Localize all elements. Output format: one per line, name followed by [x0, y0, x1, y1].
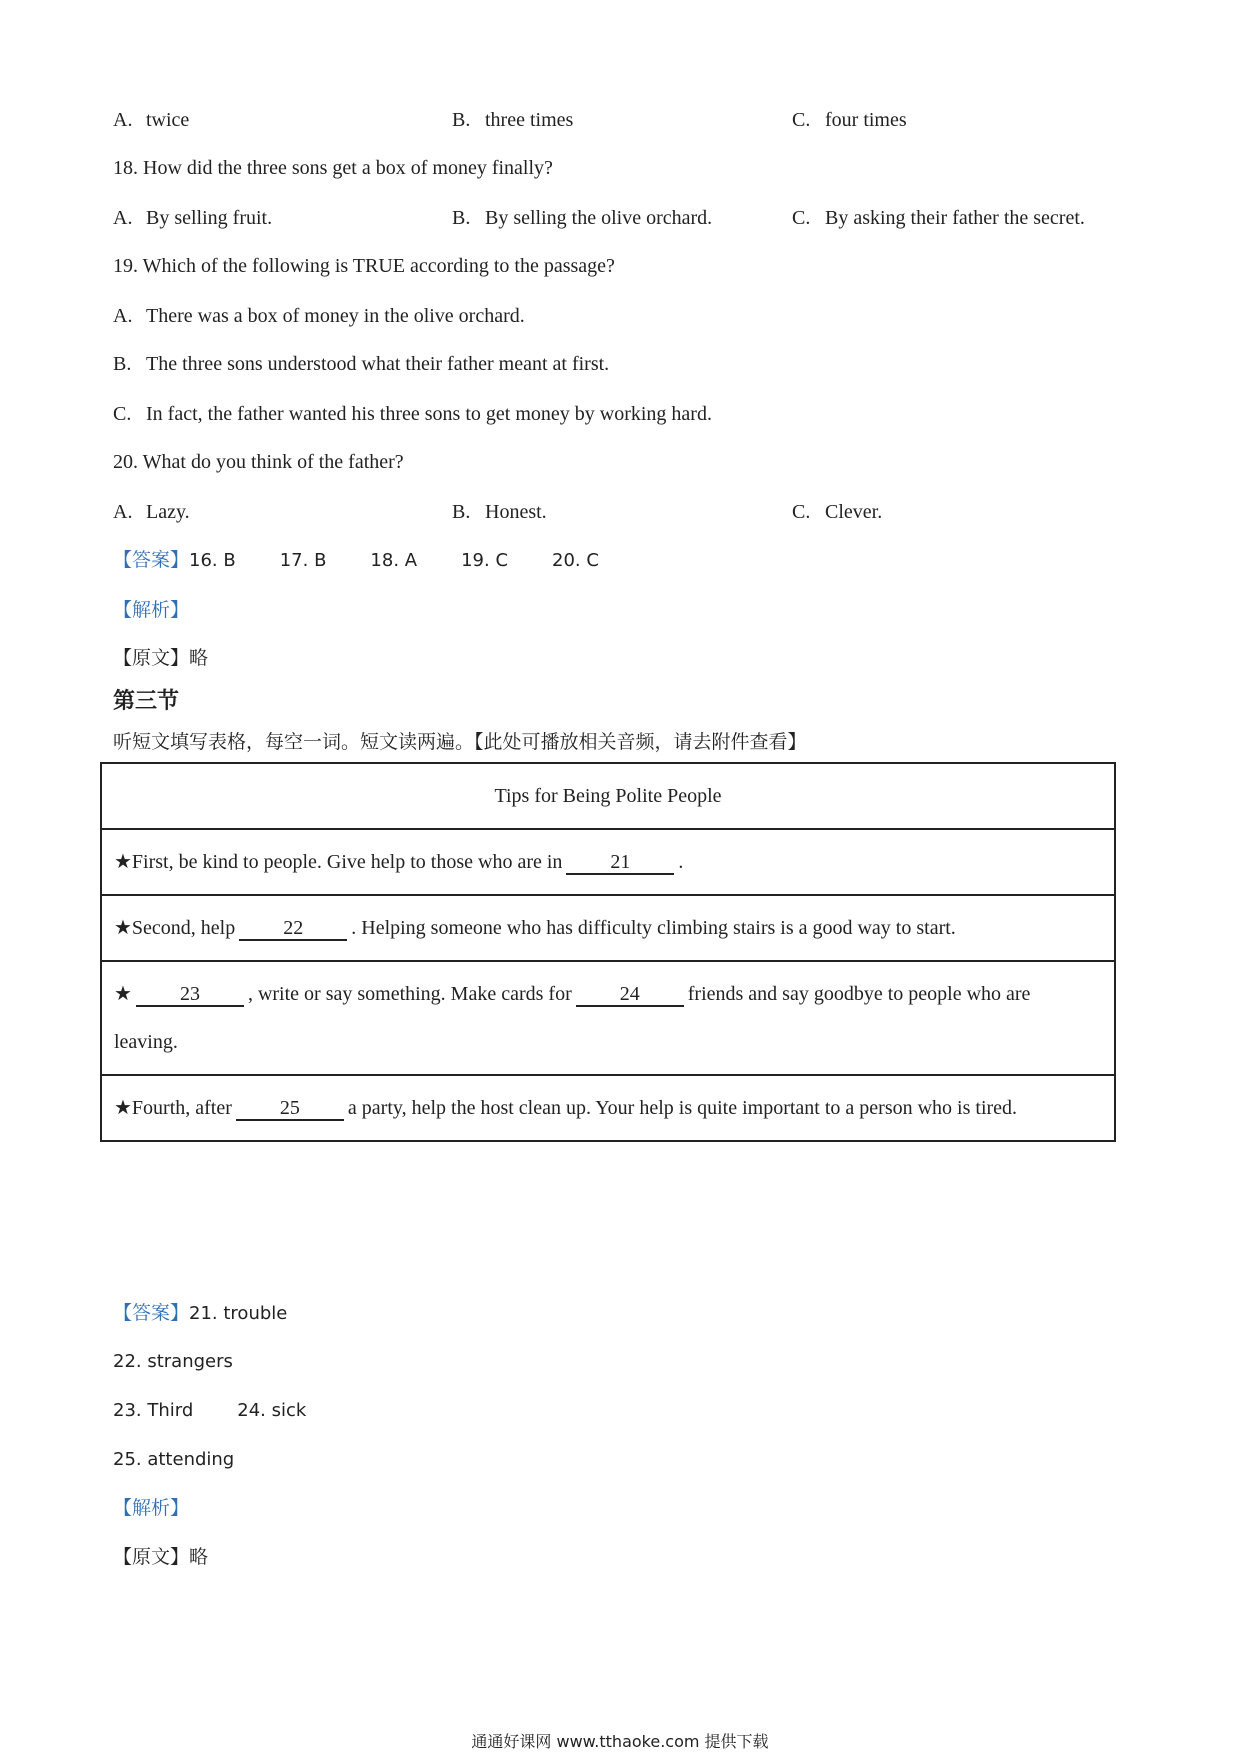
option-text: In fact, the father wanted his three sons to get money by working hard.: [146, 403, 712, 425]
row-text: ★First, be kind to people. Give help to those who are in: [114, 851, 563, 873]
option-text: Clever.: [825, 501, 883, 523]
option-key: C.: [113, 403, 132, 425]
blank-24: 24: [576, 983, 684, 1007]
q20-question: 20. What do you think of the father?: [113, 451, 404, 473]
row-text: ★Fourth, after: [114, 1097, 232, 1119]
analysis-label-2: 【解析】: [113, 1497, 190, 1519]
row-text: leaving.: [114, 1031, 178, 1053]
q18-option-b: [452, 204, 712, 232]
table-cell: [101, 895, 1115, 961]
option-text: There was a box of money in the olive orchard.: [146, 305, 525, 327]
answer-label: 【答案】: [113, 1302, 190, 1324]
option-text: By selling the olive orchard.: [485, 207, 713, 229]
option-key: B.: [452, 501, 471, 523]
answer-item: 23. Third: [113, 1400, 194, 1421]
table-title: Tips for Being Polite People: [101, 763, 1115, 829]
tips-table: [100, 762, 1116, 1142]
row-text: .: [678, 851, 684, 873]
option-key: A.: [113, 207, 133, 229]
option-text: The three sons understood what their father meant at first.: [146, 353, 610, 375]
answer-label: 【答案】: [113, 549, 190, 571]
original-text-2: 【原文】略: [113, 1546, 209, 1568]
answer-item: 18. A: [370, 550, 418, 571]
table-row: [101, 961, 1115, 1075]
q20-option-b: [452, 498, 547, 526]
section-instruction: 听短文填写表格，每空一词。短文读两遍。【此处可播放相关音频，请去附件查看】: [113, 731, 807, 753]
star-icon: ★: [114, 983, 132, 1005]
q18-option-a: [113, 204, 272, 232]
option-text: By selling fruit.: [146, 207, 273, 229]
option-key: C.: [792, 501, 811, 523]
answer-item: 24. sick: [237, 1400, 307, 1421]
option-key: B.: [113, 353, 132, 375]
q19-option-b: [113, 350, 609, 378]
blank-25: 25: [236, 1097, 344, 1121]
answer-item: 17. B: [279, 550, 327, 571]
table-row: [101, 829, 1115, 895]
option-key: A.: [113, 501, 133, 523]
original-text-1: 【原文】略: [113, 647, 209, 669]
q18-question: 18. How did the three sons get a box of money finally?: [113, 157, 553, 179]
row-text: . Helping someone who has difficulty climbing stairs is a good way to start.: [351, 917, 956, 939]
option-text: Honest.: [485, 501, 547, 523]
row-text: ★Second, help: [114, 917, 236, 939]
answer-item: 20. C: [552, 550, 599, 571]
answer-21: [113, 1299, 287, 1328]
q19-option-c: [113, 400, 712, 428]
option-text: four times: [825, 109, 907, 131]
blank-23: 23: [136, 983, 244, 1007]
answers-16-20: [113, 546, 599, 575]
table-row: [101, 763, 1115, 829]
row-text: , write or say something. Make cards for: [247, 983, 572, 1005]
table-cell: [101, 961, 1115, 1075]
answer-23-24: [113, 1397, 306, 1425]
row-text: friends and say goodbye to people who are: [687, 983, 1031, 1005]
row-text: a party, help the host clean up. Your help is quite important to a person who is tired.: [347, 1097, 1018, 1119]
q17-option-c: [792, 106, 907, 134]
q18-option-c: [792, 204, 1085, 232]
q19-question: 19. Which of the following is TRUE according to the passage?: [113, 255, 615, 277]
answer-item: 19. C: [461, 550, 509, 571]
analysis-label-1: 【解析】: [113, 599, 190, 621]
blank-22: 22: [239, 917, 347, 941]
blank-21: 21: [566, 851, 674, 875]
table-cell: [101, 1075, 1115, 1141]
q17-option-b: [452, 106, 573, 134]
page-footer: 通通好课网 www.tthaoke.com 提供下载: [471, 1732, 769, 1751]
option-key: C.: [792, 109, 811, 131]
table-row: [101, 1075, 1115, 1141]
option-key: A.: [113, 109, 133, 131]
section-title: 第三节: [113, 689, 180, 714]
option-text: three times: [485, 109, 574, 131]
option-text: Lazy.: [146, 501, 190, 523]
option-key: B.: [452, 207, 471, 229]
table-row: [101, 895, 1115, 961]
option-key: B.: [452, 109, 471, 131]
q20-option-a: [113, 498, 190, 526]
answer-item: 21. trouble: [189, 1303, 288, 1324]
q17-option-a: [113, 106, 189, 134]
q19-option-a: [113, 302, 525, 330]
answer-22: 22. strangers: [113, 1351, 233, 1372]
answer-item: 16. B: [189, 550, 236, 571]
option-text: By asking their father the secret.: [825, 207, 1085, 229]
option-text: twice: [146, 109, 190, 131]
option-key: C.: [792, 207, 811, 229]
q20-option-c: [792, 498, 882, 526]
option-key: A.: [113, 305, 133, 327]
answer-25: 25. attending: [113, 1449, 235, 1470]
table-cell: [101, 829, 1115, 895]
